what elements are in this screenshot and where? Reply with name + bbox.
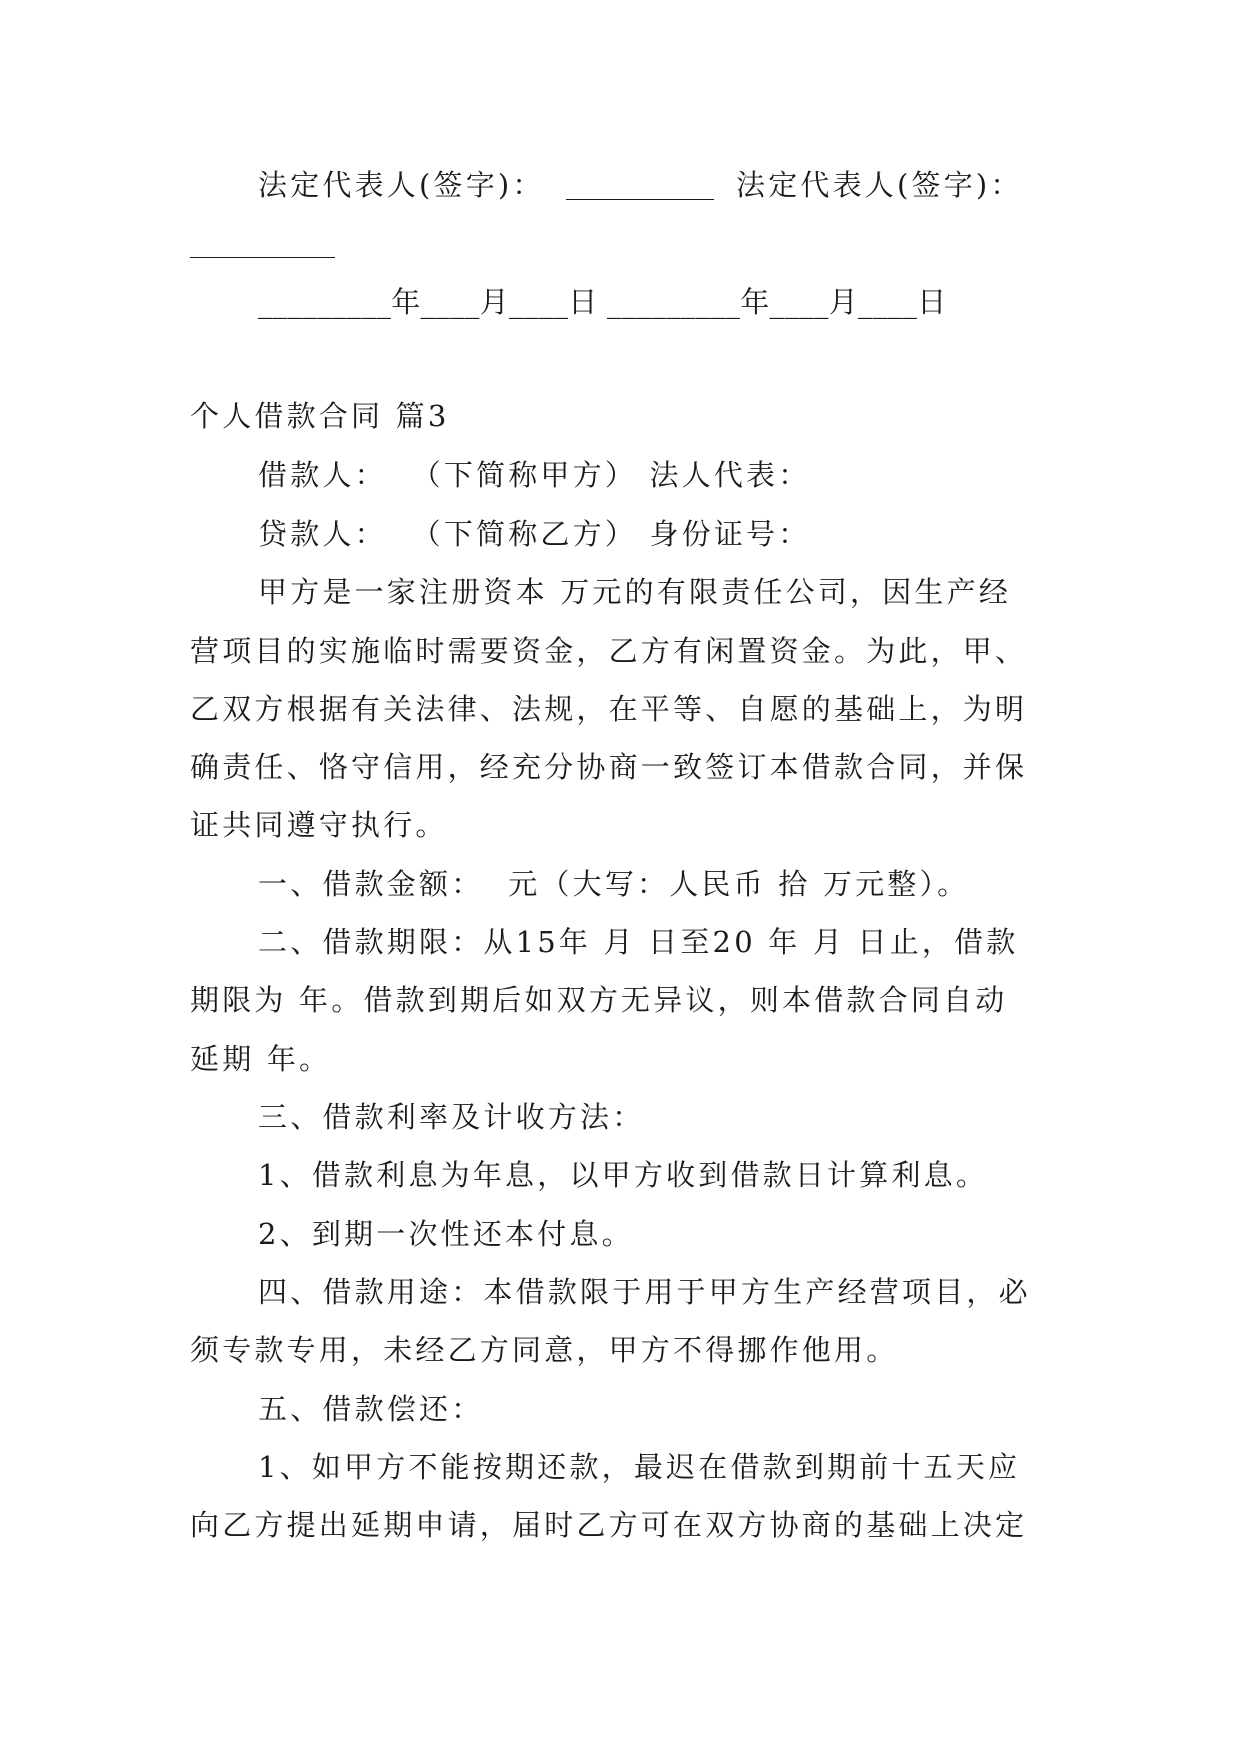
clause-amount: 一、借款金额： 元（大写：人民币 拾 万元整）。: [258, 867, 970, 901]
clause-purpose-line: 须专款专用，未经乙方同意，甲方不得挪作他用。: [190, 1333, 899, 1367]
signature-right-blank-line: [190, 257, 335, 258]
intro-line: 证共同遵守执行。: [190, 808, 448, 842]
signature-date-line: _________年____月____日 _________年____月____日: [258, 285, 947, 319]
clause-repay-item-1-line: 向乙方提出延期申请，届时乙方可在双方协商的基础上决定: [190, 1508, 1028, 1542]
clause-interest-title: 三、借款利率及计收方法：: [258, 1100, 645, 1134]
clause-interest-item-1: 1、借款利息为年息，以甲方收到借款日计算利息。: [258, 1158, 989, 1192]
signature-left-blank-line: [566, 199, 714, 200]
signature-left-label: 法定代表人(签字)：: [258, 168, 545, 202]
lender-line: 贷款人： （下简称乙方） 身份证号：: [258, 517, 811, 551]
section-title: 个人借款合同 篇3: [190, 399, 450, 433]
clause-purpose-line: 四、借款用途：本借款限于用于甲方生产经营项目，必: [258, 1275, 1031, 1309]
intro-line: 营项目的实施临时需要资金，乙方有闲置资金。为此，甲、: [190, 634, 1028, 668]
intro-line: 确责任、恪守信用，经充分协商一致签订本借款合同，并保: [190, 750, 1028, 784]
clause-term-line: 二、借款期限：从15年 月 日至20 年 月 日止，借款: [258, 925, 1019, 959]
clause-repay-title: 五、借款偿还：: [258, 1392, 484, 1426]
clause-interest-item-2: 2、到期一次性还本付息。: [258, 1217, 634, 1251]
borrower-line: 借款人： （下简称甲方） 法人代表：: [258, 458, 811, 492]
intro-line: 甲方是一家注册资本 万元的有限责任公司，因生产经: [258, 575, 1012, 609]
clause-repay-item-1-line: 1、如甲方不能按期还款，最迟在借款到期前十五天应: [258, 1450, 1021, 1484]
clause-term-line: 延期 年。: [190, 1042, 332, 1076]
intro-line: 乙双方根据有关法律、法规，在平等、自愿的基础上，为明: [190, 692, 1028, 726]
clause-term-line: 期限为 年。借款到期后如双方无异议，则本借款合同自动: [190, 983, 1008, 1017]
signature-right-label: 法定代表人(签字)：: [736, 168, 1023, 202]
